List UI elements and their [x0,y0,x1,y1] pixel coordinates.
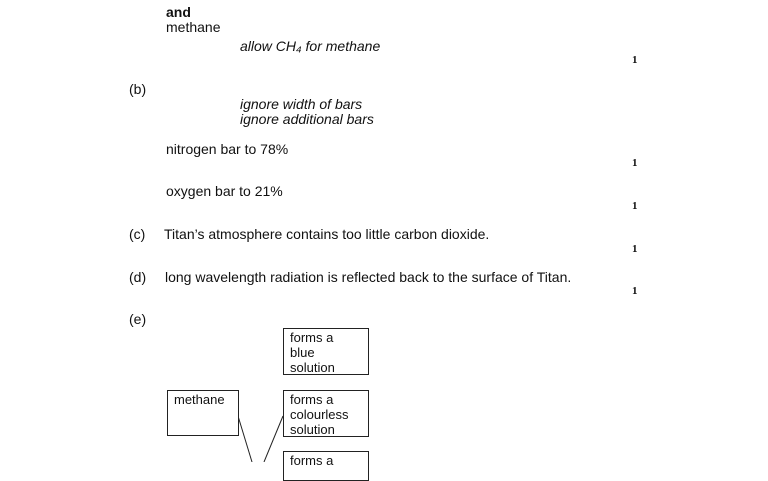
oxygen-answer: oxygen bar to 21% [166,183,283,199]
mark-c: 1 [632,243,638,255]
line-methane-down [238,416,252,462]
box1-line3: solution [290,360,335,375]
box1-line1: forms a [290,330,334,345]
box1-line2: blue [290,345,315,360]
label-e: (e) [129,311,147,327]
label-d: (d) [129,269,147,285]
marking-note-width: ignore width of bars [240,96,363,112]
marking-note-additional: ignore additional bars [240,111,374,127]
blue-solution-box [283,328,369,375]
methane-answer: methane [166,19,221,35]
methane-box [167,390,239,436]
nitrogen-answer: nitrogen bar to 78% [166,141,289,157]
mark-b-oxygen: 1 [632,200,638,212]
mark-d: 1 [632,285,638,297]
label-b: (b) [129,81,147,97]
box2-line2: colourless [290,407,349,422]
line-colourless-to-methane [264,416,283,462]
methane-box-label: methane [174,392,225,407]
answer-c: Titan’s atmosphere contains too little carbon dioxide. [164,226,490,242]
colourless-solution-box [283,390,369,437]
box2-line1: forms a [290,392,334,407]
box3-line1: forms a [290,453,334,468]
marking-note-ch4: allow CH₄ for methane [240,38,381,54]
box2-line3: solution [290,422,335,437]
label-c: (c) [129,226,146,242]
answer-d: long wavelength radiation is reflected back to the surface of Titan. [165,269,572,285]
third-option-box [283,451,369,481]
mark-a: 1 [632,54,638,66]
mark-b-nitrogen: 1 [632,157,638,169]
and-text: and [166,4,191,20]
